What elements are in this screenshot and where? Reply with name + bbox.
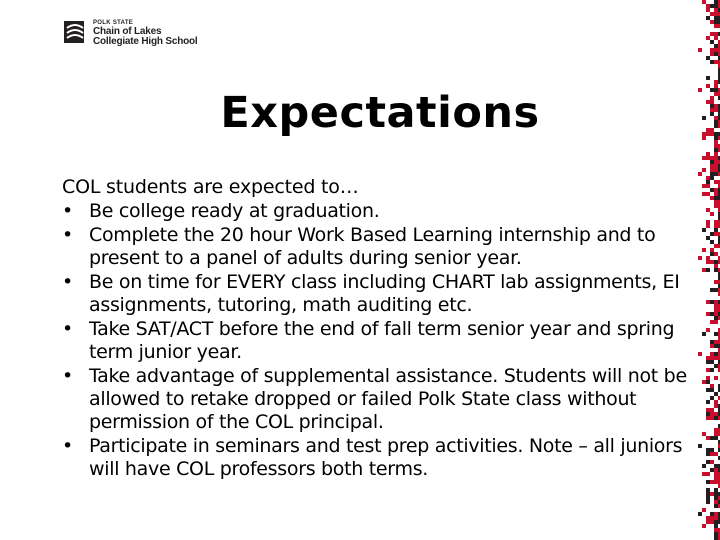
edge-pixel (706, 300, 710, 304)
logo-line-1: Chain of Lakes (93, 25, 162, 37)
edge-pixel (706, 8, 710, 12)
edge-pixel (714, 376, 718, 380)
bullet-icon: • (62, 435, 73, 457)
edge-pixel (710, 164, 714, 168)
edge-pixel (714, 160, 718, 164)
edge-pixel (706, 412, 710, 416)
edge-pixel (710, 436, 714, 440)
edge-pixel (710, 312, 714, 316)
edge-pixel (714, 504, 718, 508)
edge-pixel (710, 12, 714, 16)
edge-pixel (710, 48, 714, 52)
edge-pixel (714, 192, 718, 196)
edge-pixel (714, 180, 718, 184)
edge-pixel (710, 40, 714, 44)
edge-pixel (714, 4, 718, 8)
edge-pixel (714, 512, 718, 516)
edge-pixel (702, 380, 706, 384)
edge-pixel (714, 472, 718, 476)
bullet-list (62, 200, 702, 481)
edge-pixel (714, 452, 718, 456)
edge-pixel (702, 524, 706, 528)
edge-pixel (714, 524, 718, 528)
bullet-icon: • (62, 224, 73, 246)
edge-pixel (710, 60, 714, 64)
edge-pixel (714, 204, 718, 208)
edge-pixel (710, 480, 714, 484)
edge-pixel (714, 44, 718, 48)
edge-pixel (714, 220, 718, 224)
edge-pixel (714, 364, 718, 368)
edge-pixel (710, 172, 714, 176)
edge-pixel (714, 516, 718, 520)
edge-pixel (714, 32, 718, 36)
edge-pixel (714, 308, 718, 312)
edge-pixel (702, 228, 706, 232)
edge-pixel (710, 248, 714, 252)
edge-pixel (710, 388, 714, 392)
edge-pixel (706, 180, 710, 184)
edge-pixel (710, 396, 714, 400)
list-item (62, 224, 702, 270)
list-item (62, 271, 702, 317)
edge-pixel (706, 236, 710, 240)
edge-pixel (702, 332, 706, 336)
list-item (62, 318, 702, 364)
edge-pixel (714, 332, 718, 336)
edge-pixel (714, 228, 718, 232)
edge-pixel (710, 320, 714, 324)
edge-pixel (714, 416, 718, 420)
edge-pixel (714, 144, 718, 148)
list-item (62, 365, 702, 434)
edge-pixel (714, 12, 718, 16)
edge-pixel (706, 220, 710, 224)
edge-pixel (706, 360, 710, 364)
edge-pixel (710, 52, 714, 56)
edge-pixel (710, 20, 714, 24)
edge-pixel (706, 208, 710, 212)
bullet-icon: • (62, 271, 73, 293)
edge-pixel (706, 460, 710, 464)
edge-pixel (698, 512, 702, 516)
edge-pixel (698, 48, 702, 52)
edge-pixel (714, 80, 718, 84)
edge-pixel (710, 4, 714, 8)
edge-pixel (714, 344, 718, 348)
edge-pixel (714, 320, 718, 324)
edge-pixel (706, 368, 710, 372)
edge-pixel (714, 468, 718, 472)
edge-pixel (714, 0, 718, 4)
edge-pixel (706, 256, 710, 260)
edge-pixel (706, 56, 710, 60)
edge-pixel (714, 500, 718, 504)
edge-pixel (706, 448, 710, 452)
edge-pixel (710, 408, 714, 412)
edge-pixel (714, 260, 718, 264)
edge-pixel (714, 528, 718, 532)
edge-pixel (710, 384, 714, 388)
edge-pixel (714, 536, 718, 540)
edge-pixel (706, 152, 710, 156)
edge-pixel (714, 16, 718, 20)
edge-pixel (702, 268, 706, 272)
edge-pixel (710, 160, 714, 164)
edge-pixel (714, 392, 718, 396)
edge-pixel (714, 36, 718, 40)
edge-pixel (714, 432, 718, 436)
edge-pixel (706, 520, 710, 524)
bullet-icon: • (62, 318, 73, 340)
edge-pixel (714, 264, 718, 268)
edge-pixel (714, 200, 718, 204)
edge-pixel (714, 476, 718, 480)
edge-pixel (714, 152, 718, 156)
edge-pixel (710, 176, 714, 180)
list-item-text: Be on time for EVERY class including CHART lab assignments, EI assignments, tutoring, math auditing etc. (89, 271, 680, 316)
edge-pixel (702, 156, 706, 160)
edge-pixel (710, 260, 714, 264)
edge-pixel (706, 328, 710, 332)
edge-pixel (714, 148, 718, 152)
list-item-text: Be college ready at graduation. (89, 200, 380, 222)
edge-pixel (710, 352, 714, 356)
edge-pixel (710, 212, 714, 216)
edge-pixel (710, 300, 714, 304)
edge-pixel (706, 16, 710, 20)
edge-pixel (706, 500, 710, 504)
edge-pixel (702, 192, 706, 196)
edge-pixel (706, 260, 710, 264)
edge-pixel (714, 404, 718, 408)
edge-pixel (714, 352, 718, 356)
edge-pixel (710, 448, 714, 452)
edge-pixel (714, 172, 718, 176)
edge-pixel (714, 8, 718, 12)
edge-pixel (714, 356, 718, 360)
bullet-icon: • (62, 200, 73, 222)
edge-pixel (702, 184, 706, 188)
edge-pixel (706, 356, 710, 360)
edge-pixel (706, 516, 710, 520)
edge-pixel (702, 248, 706, 252)
edge-pixel (706, 312, 710, 316)
list-item (62, 200, 702, 223)
edge-pixel (706, 492, 710, 496)
edge-pixel (706, 496, 710, 500)
slide-title: Expectations (220, 88, 540, 138)
logo-line-small: POLK STATE (93, 19, 134, 26)
edge-pixel (710, 460, 714, 464)
edge-pixel (706, 376, 710, 380)
bullet-icon: • (62, 365, 73, 387)
edge-pixel (714, 532, 718, 536)
edge-pixel (702, 464, 706, 468)
edge-pixel (706, 192, 710, 196)
edge-pixel (714, 188, 718, 192)
edge-pixel (706, 488, 710, 492)
edge-pixel (714, 304, 718, 308)
edge-pixel (714, 492, 718, 496)
edge-pixel (710, 520, 714, 524)
edge-pixel (714, 400, 718, 404)
list-item (62, 435, 702, 481)
list-item-text: Take advantage of supplemental assistance. Students will not be allowed to retake dropped or failed Polk State class without permission of the COL principal. (89, 365, 687, 433)
edge-pixel (710, 32, 714, 36)
edge-pixel (706, 176, 710, 180)
edge-pixel (702, 508, 706, 512)
edge-pixel (714, 520, 718, 524)
edge-pixel (710, 156, 714, 160)
edge-pixel (714, 140, 718, 144)
edge-pixel (710, 240, 714, 244)
edge-pixel (706, 224, 710, 228)
edge-pixel (714, 268, 718, 272)
edge-pixel (710, 188, 714, 192)
edge-pixel (714, 316, 718, 320)
edge-pixel (714, 488, 718, 492)
edge-pixel (714, 300, 718, 304)
edge-pixel (706, 408, 710, 412)
edge-pixel (710, 340, 714, 344)
list-item-text: Participate in seminars and test prep activities. Note – all juniors will have COL professors both terms. (89, 435, 683, 480)
edge-pixel (706, 380, 710, 384)
edge-pixel (706, 184, 710, 188)
edge-pixel (714, 196, 718, 200)
edge-pixel (714, 340, 718, 344)
edge-pixel (706, 76, 710, 80)
edge-pixel (714, 52, 718, 56)
edge-pixel (714, 252, 718, 256)
edge-pixel (714, 48, 718, 52)
edge-pixel (714, 164, 718, 168)
edge-pixel (714, 436, 718, 440)
edge-pixel (710, 344, 714, 348)
edge-pixel (710, 368, 714, 372)
edge-pixel (714, 412, 718, 416)
edge-pixel (714, 224, 718, 228)
list-item-text: Take SAT/ACT before the end of fall term senior year and spring term junior year. (89, 318, 675, 363)
edge-pixel (714, 280, 718, 284)
edge-pixel (714, 244, 718, 248)
edge-pixel (714, 20, 718, 24)
edge-pixel (710, 196, 714, 200)
edge-pixel (710, 492, 714, 496)
edge-pixel (710, 412, 714, 416)
edge-pixel (710, 416, 714, 420)
edge-pixel (706, 436, 710, 440)
intro-text: COL students are expected to… (62, 176, 359, 198)
edge-pixel (710, 452, 714, 456)
edge-pixel (710, 356, 714, 360)
edge-pixel (710, 468, 714, 472)
edge-pixel (706, 400, 710, 404)
edge-pixel (714, 168, 718, 172)
school-logo (62, 16, 198, 50)
edge-pixel (710, 232, 714, 236)
edge-pixel (706, 480, 710, 484)
edge-pixel (714, 496, 718, 500)
edge-pixel (710, 516, 714, 520)
edge-pixel (714, 232, 718, 236)
edge-pixel (714, 24, 718, 28)
edge-pixel (714, 156, 718, 160)
edge-pixel (714, 60, 718, 64)
edge-pixel (714, 464, 718, 468)
edge-pixel (710, 288, 714, 292)
edge-pixel (714, 428, 718, 432)
edge-pixel (706, 472, 710, 476)
edge-pixel (710, 252, 714, 256)
edge-pixel (702, 432, 706, 436)
edge-pixel (714, 480, 718, 484)
logo-emblem-icon (62, 19, 88, 47)
edge-pixel (706, 416, 710, 420)
slide-body (62, 176, 702, 482)
edge-pixel (706, 268, 710, 272)
edge-pixel (714, 312, 718, 316)
edge-pixel (706, 36, 710, 40)
edge-pixel (710, 168, 714, 172)
logo-line-2: Collegiate High School (93, 35, 198, 47)
edge-pixel (702, 0, 706, 4)
list-item-text: Complete the 20 hour Work Based Learning internship and to present to a panel of adults during senior year. (89, 224, 656, 269)
edge-pixel (710, 360, 714, 364)
edge-pixel (710, 512, 714, 516)
edge-pixel (714, 288, 718, 292)
edge-pixel (702, 168, 706, 172)
edge-pixel (706, 156, 710, 160)
edge-pixel (706, 452, 710, 456)
edge-pixel (702, 472, 706, 476)
edge-pixel (706, 388, 710, 392)
edge-pixel (706, 4, 710, 8)
